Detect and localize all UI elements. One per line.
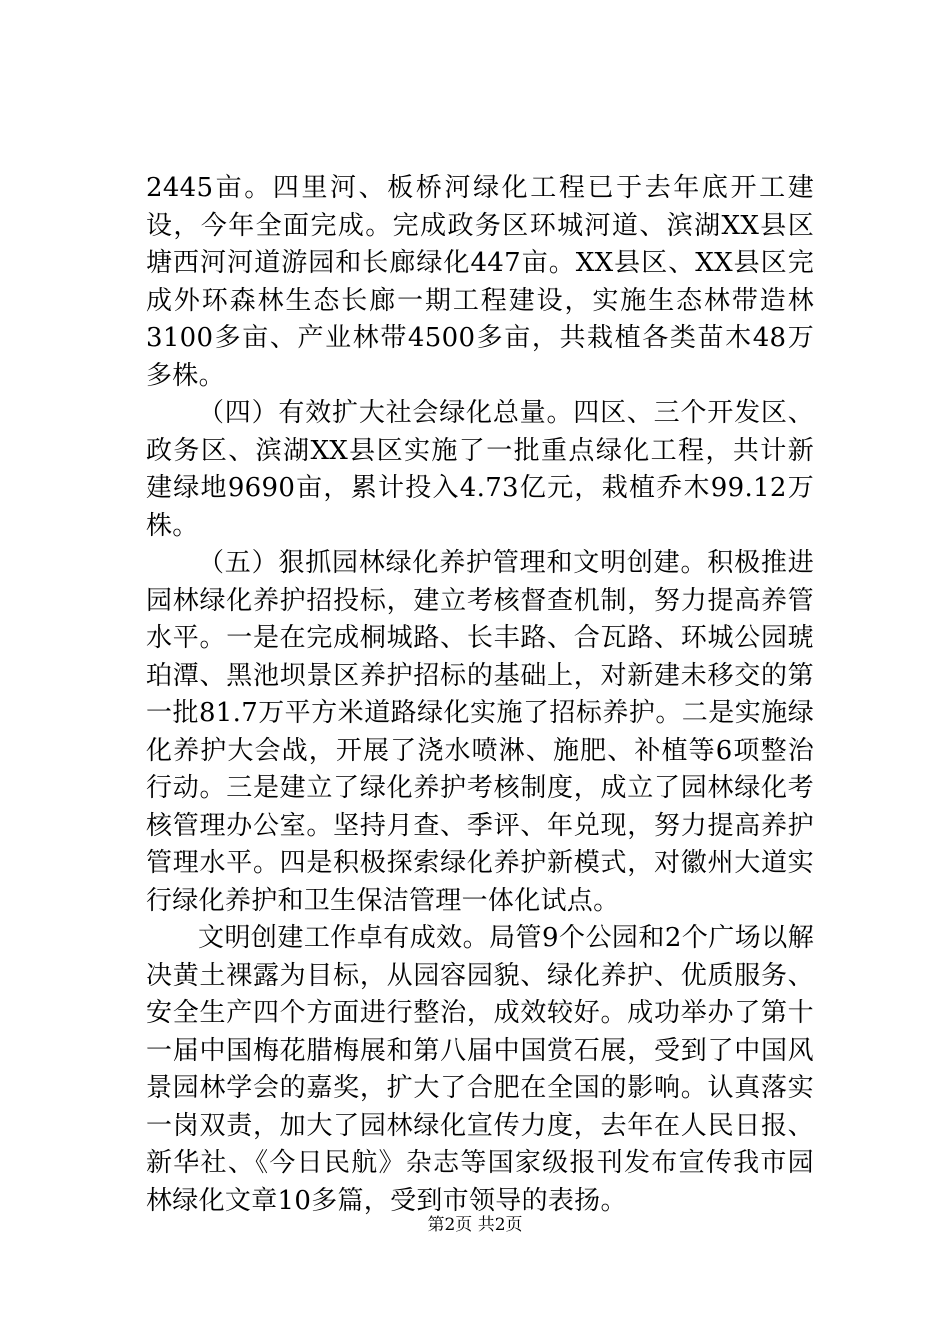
paragraph-1: 2445亩。四里河、板桥河绿化工程已于去年底开工建设，今年全面完成。完成政务区环城河道、滨湖XX县区塘西河河道游园和长廊绿化447亩。XX县区、XX县区完成外环森林生态长廊一期工程建设，实施生态林带造林3100多亩、产业林带4500多亩，共栽植各类苗木48万多株。 [146, 173, 814, 391]
page-number: 第2页 共2页 [427, 1215, 523, 1235]
paragraph-3: （五）狠抓园林绿化养护管理和文明创建。积极推进园林绿化养护招投标，建立考核督查机制，努力提高养管水平。一是在完成桐城路、长丰路、合瓦路、环城公园琥珀潭、黑池坝景区养护招标的基础上，对新建未移交的第一批81.7万平方米道路绿化实施了招标养护。二是实施绿化养护大会战，开展了浇水喷淋、施肥、补植等6项整治行动。三是建立了绿化养护考核制度，成立了园林绿化考核管理办公室。坚持月查、季评、年兑现，努力提高养护管理水平。四是积极探索绿化养护新模式，对徽州大道实行绿化养护和卫生保洁管理一体化试点。 [146, 548, 814, 916]
paragraph-4: 文明创建工作卓有成效。局管9个公园和2个广场以解决黄土裸露为目标，从园容园貌、绿化养护、优质服务、安全生产四个方面进行整治，成效较好。成功举办了第十一届中国梅花腊梅展和第八届中国赏石展，受到了中国风景园林学会的嘉奖，扩大了合肥在全国的影响。认真落实一岗双责，加大了园林绿化宣传力度，去年在人民日报、新华社、《今日民航》杂志等国家级报刊发布宣传我市园林绿化文章10多篇，受到市领导的表扬。 [146, 923, 814, 1216]
document-body [146, 170, 814, 1220]
page-footer [0, 1214, 950, 1236]
paragraph-2: （四）有效扩大社会绿化总量。四区、三个开发区、政务区、滨湖XX县区实施了一批重点绿化工程，共计新建绿地9690亩，累计投入4.73亿元，栽植乔木99.12万株。 [146, 398, 814, 541]
